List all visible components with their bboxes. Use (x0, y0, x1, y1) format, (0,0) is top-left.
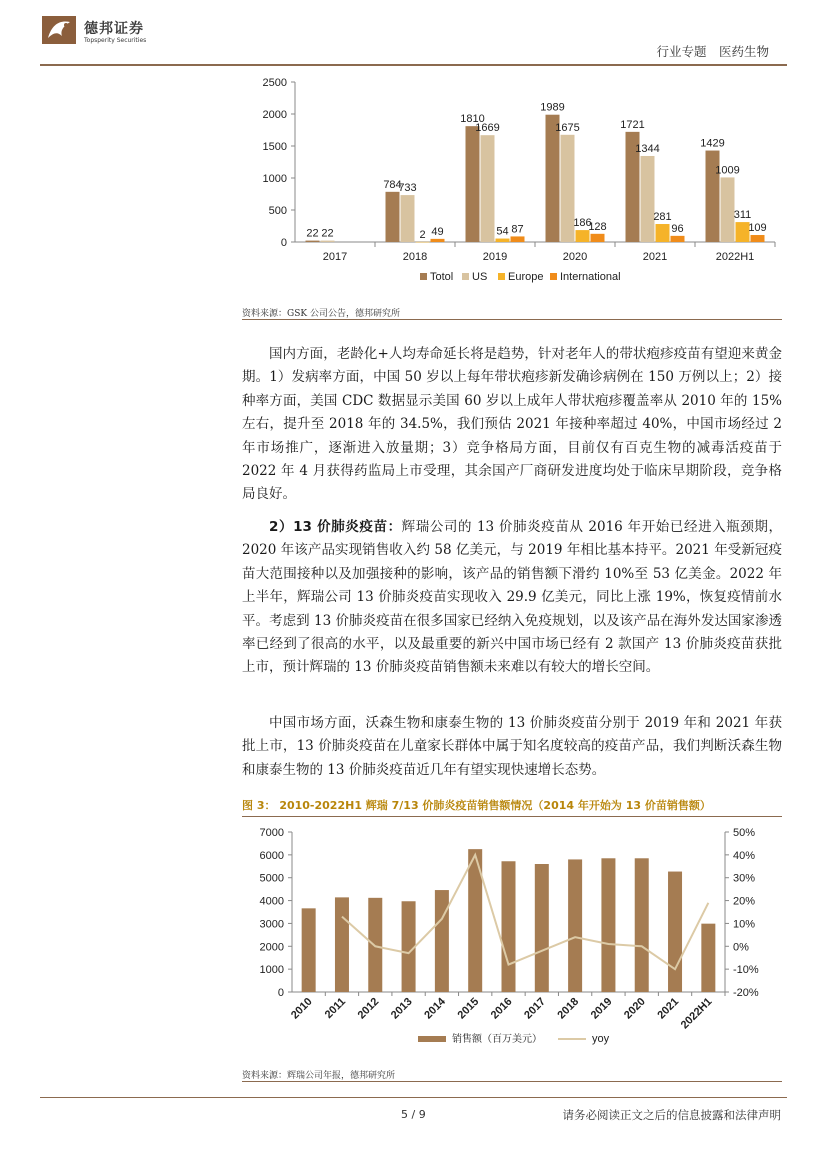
chart1-bar-totol (466, 126, 480, 242)
footer-disclaimer: 请务必阅读正文之后的信息披露和法律声明 (562, 1108, 781, 1122)
chart2-y-tick-label-right: 0% (733, 941, 749, 954)
chart2-x-tick-label: 2012 (355, 995, 382, 1022)
chart1-bar-international (431, 239, 445, 242)
chart2-x-tick-label: 2018 (555, 995, 582, 1022)
chart1-data-label: 1009 (715, 164, 740, 177)
chart2-y-tick-label-right: 30% (733, 872, 756, 885)
chart1-data-label: 733 (398, 182, 417, 195)
chart1-legend-label: International (560, 271, 621, 283)
company-logo-icon (42, 14, 76, 46)
chart2-y-tick-label-right: 50% (733, 827, 756, 839)
chart2-bar-sales (568, 859, 582, 992)
chart1-data-label: 1669 (475, 122, 500, 135)
chart2-x-tick-label: 2011 (322, 995, 349, 1022)
chart1-bar-international (591, 234, 605, 242)
chart1-y-tick-label: 500 (268, 205, 287, 217)
chart2-bar-sales (302, 908, 316, 992)
chart1-legend-swatch (462, 273, 469, 280)
chart2-legend-swatch-sales (418, 1036, 446, 1042)
chart2-y-tick-label-right: -20% (733, 987, 759, 999)
chart2-legend-label-sales: 销售额（百万美元） (452, 1034, 542, 1045)
chart1-bar-us (401, 195, 415, 242)
header-divider (40, 64, 787, 66)
chart2-x-tick-label: 2010 (288, 995, 315, 1022)
chart1-data-label: 1721 (620, 118, 645, 131)
chart2-x-tick-label: 2015 (455, 995, 482, 1022)
chart2-y-tick-label-right: 40% (733, 849, 756, 862)
chart2-x-tick-label: 2019 (588, 995, 615, 1022)
chart1-data-label: 1810 (460, 113, 485, 126)
page-number: 5 / 9 (401, 1108, 426, 1121)
paragraph-pcv13: 2）13 价肺炎疫苗：辉瑞公司的 13 价肺炎疫苗从 2016 年开始已经进入瓶颈期，2020 年该产品实现销售收入约 58 亿美元，与 2019 年相比基本持平。2021 年受新冠疫苗大范围接种以及加强接种的影响，该产品的销售额下滑约 10%至 53 亿美金。2022 年上半年，辉瑞公司 13 价肺炎疫苗实现收入 29.9 亿美元，同比上涨 19%，恢复疫情前水平。考虑到 13 价肺炎疫苗在很多国家已经纳入免疫规划，以及该产品在海外发达国家渗透率已经到了很高的水平，以及最重要的新兴中国市场已经有 2 款国产 13 价肺炎疫苗获批上市，预计辉瑞的 13 价肺炎疫苗销售额未来难以有较大的增长空间。 (242, 519, 782, 676)
chart2-bar-sales (502, 861, 516, 992)
chart2-x-tick-label: 2013 (388, 995, 415, 1022)
chart1-data-label: 109 (748, 222, 767, 235)
chart1-data-label: 128 (588, 220, 607, 233)
chart2-y-tick-label-right: 10% (733, 918, 756, 931)
chart2-bar-sales (368, 898, 382, 992)
chart2-y-tick-label-left: 0 (277, 987, 284, 999)
chart1-bar-totol (386, 192, 400, 242)
chart1-legend-label: US (472, 271, 488, 283)
chart2-bar-sales (535, 864, 549, 992)
chart1-data-label: 22 (306, 227, 319, 240)
chart2-y-tick-label-left: 1000 (259, 964, 284, 977)
paragraph-domestic-shingles: 国内方面，老龄化+人均寿命延长将是趋势，针对老年人的带状疱疹疫苗有望迎来黄金期。1）发病率方面，中国 50 岁以上每年带状疱疹新发确诊病例在 150 万例以上；2）接种率方面，美国 CDC 数据显示美国 60 岁以上成年人带状疱疹覆盖率从 2010 年的 15%左右，提升至 2018 年的 34.5%，我们预估 2021 年接种率超过 40%，中国市场经过 2 年市场推广，逐渐进入放量期；3）竞争格局方面，目前仅有百克生物的减毒活疫苗于 2022 年 4 月获得药监局上市受理，其余国产厂商研发进度均处于临床早期阶段，竞争格局良好。 (242, 346, 782, 503)
chart1-y-tick-label: 2500 (262, 77, 287, 89)
chart2-x-tick-label: 2016 (488, 995, 515, 1022)
chart2-bar-sales (701, 924, 715, 992)
chart1-bar-europe (656, 224, 670, 242)
logo-text-en: Topsperity Securities (84, 37, 147, 44)
chart2-y-tick-label-left: 5000 (259, 872, 284, 885)
pcv13-heading: 2）13 价肺炎疫苗： (269, 519, 402, 535)
chart1-x-tick-label: 2021 (642, 251, 668, 263)
footer-divider (40, 1097, 787, 1098)
chart2-y-tick-label-right: 20% (733, 895, 756, 908)
chart2-legend-label-yoy: yoy (592, 1033, 610, 1045)
chart2-x-tick-label: 2021 (655, 995, 682, 1022)
chart2-bar-sales (435, 890, 449, 992)
chart1-bar-international (751, 235, 765, 242)
chart2-y-tick-label-left: 6000 (259, 849, 284, 862)
chart1-data-label: 96 (671, 222, 684, 235)
chart1-data-label: 54 (496, 225, 509, 238)
figure3-title: 图 3： 2010-2022H1 辉瑞 7/13 价肺炎疫苗销售额情况（2014 年开始为 13 价苗销售额） (242, 799, 711, 812)
chart1-bar-us (721, 177, 735, 242)
figure3-title-divider (242, 816, 782, 817)
chart1-bar-international (511, 236, 525, 242)
chart1-legend-label: Totol (430, 271, 454, 283)
chart2-x-tick-label: 2020 (622, 995, 648, 1022)
chart2-x-tick-label: 2014 (422, 995, 449, 1022)
chart1-bar-europe (416, 242, 430, 243)
chart1-x-tick-label: 2022H1 (715, 251, 755, 263)
chart1-y-tick-label: 0 (280, 237, 287, 249)
chart1-y-tick-label: 1000 (262, 173, 287, 185)
chart2-line-yoy (342, 855, 708, 969)
chart2-source: 资料来源：辉瑞公司年报，德邦研究所 (242, 1071, 396, 1081)
chart1-data-label: 784 (383, 178, 402, 191)
chart1-data-label: 311 (733, 209, 752, 222)
chart1-data-label: 1989 (540, 101, 565, 114)
chart2-x-tick-label: 2017 (522, 995, 548, 1022)
chart2-source-divider (242, 1081, 782, 1082)
chart1-data-label: 281 (653, 211, 672, 224)
chart2-bar-sales (668, 872, 682, 992)
chart1-legend-swatch (420, 273, 427, 280)
chart1-data-label: 49 (431, 225, 444, 238)
chart1-y-tick-label: 2000 (262, 109, 287, 121)
chart1-y-tick-label: 1500 (262, 141, 287, 153)
chart1-bar-us (321, 241, 335, 242)
chart1-data-label: 1675 (555, 121, 580, 134)
chart1-legend-label: Europe (508, 271, 544, 283)
chart2-bar-sales (601, 858, 615, 992)
chart1-bar-totol (306, 241, 320, 242)
paragraph-china-market: 中国市场方面，沃森生物和康泰生物的 13 价肺炎疫苗分别于 2019 年和 2021 年获批上市，13 价肺炎疫苗在儿童家长群体中属于知名度较高的疫苗产品，我们判断沃森生物和康泰生物的 13 价肺炎疫苗近几年有望实现快速增长态势。 (242, 715, 782, 778)
chart-gsk-shingrix-sales (240, 70, 785, 300)
chart1-source-divider (242, 319, 782, 320)
chart2-bar-sales (635, 858, 649, 992)
chart1-data-label: 186 (573, 217, 592, 230)
chart1-x-tick-label: 2018 (402, 251, 428, 263)
chart1-source: 资料来源：GSK 公司公告，德邦研究所 (242, 309, 400, 319)
chart1-bar-international (671, 236, 685, 242)
chart1-data-label: 1344 (635, 142, 660, 155)
chart-pfizer-pcv-sales (240, 820, 785, 1052)
chart2-y-tick-label-right: -10% (733, 964, 759, 977)
chart2-bar-sales (402, 901, 416, 992)
chart1-bar-europe (496, 239, 510, 242)
chart1-x-tick-label: 2020 (562, 251, 588, 263)
chart2-x-tick-label: 2022H1 (678, 995, 715, 1032)
chart1-data-label: 22 (321, 227, 334, 240)
chart1-legend-swatch (498, 273, 505, 280)
chart1-data-label: 2 (419, 228, 426, 241)
chart2-y-tick-label-left: 2000 (259, 941, 284, 954)
chart1-bar-us (481, 135, 495, 242)
logo-text-cn: 德邦证券 (84, 21, 144, 37)
chart1-legend-swatch (550, 273, 557, 280)
chart2-y-tick-label-left: 3000 (259, 918, 284, 931)
header-section-label: 行业专题 医药生物 (656, 44, 769, 59)
chart1-bar-us (641, 156, 655, 242)
chart2-y-tick-label-left: 4000 (259, 895, 284, 908)
chart2-bar-sales (335, 897, 349, 992)
chart2-y-tick-label-left: 7000 (259, 827, 284, 839)
chart1-data-label: 1429 (700, 137, 725, 150)
chart1-data-label: 87 (511, 223, 524, 236)
chart1-x-tick-label: 2019 (482, 251, 508, 263)
chart1-x-tick-label: 2017 (322, 251, 348, 263)
